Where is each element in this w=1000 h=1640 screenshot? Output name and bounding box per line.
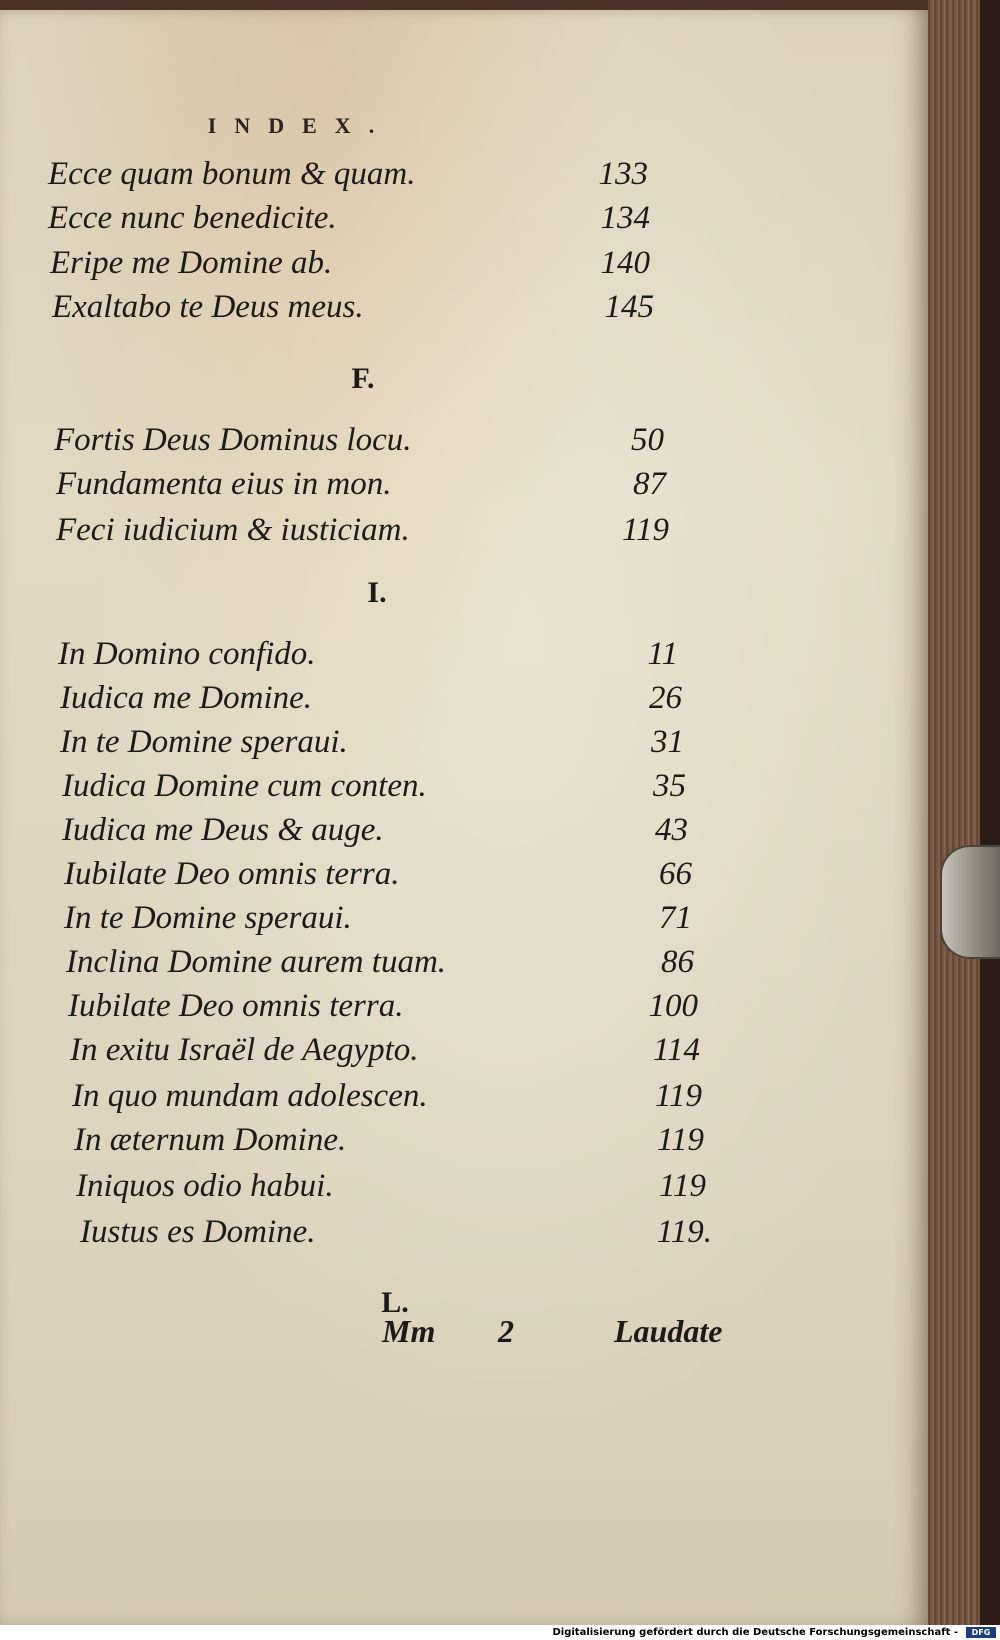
entry-title: In te Domine speraui. (60, 724, 348, 760)
entry-title: In Domino confido. (58, 636, 316, 672)
entry-title: Eripe me Domine ab. (50, 245, 333, 281)
entry-title: In te Domine speraui. (64, 900, 352, 936)
index-entry (72, 1074, 732, 1118)
entry-page: 133 (598, 156, 648, 192)
index-entry (80, 1210, 740, 1254)
entry-title: Iudica Domine cum conten. (62, 768, 427, 804)
index-entry (56, 508, 706, 552)
signature-mark: Mm (382, 1313, 436, 1349)
entry-page: 66 (659, 856, 692, 892)
entry-page: 119 (621, 512, 669, 548)
page-header: INDEX. (207, 113, 393, 138)
section-letter-f: F. (351, 362, 375, 395)
entry-page: 119 (656, 1122, 704, 1158)
entry-title: Fortis Deus Dominus locu. (54, 422, 412, 458)
entry-title: Exaltabo te Deus meus. (52, 289, 364, 325)
entry-page: 100 (648, 988, 698, 1024)
entry-title: Inclina Domine aurem tuam. (66, 944, 447, 980)
entry-title: In exitu Israël de Aegypto. (70, 1032, 419, 1068)
index-entry (60, 676, 720, 720)
entry-title: Iudica me Deus & auge. (62, 812, 384, 848)
entry-page: 31 (651, 724, 684, 760)
entry-page: 134 (600, 200, 650, 236)
index-entry (54, 418, 704, 462)
entry-title: In quo mundam adolescen. (72, 1078, 428, 1114)
credit-bar (0, 1625, 1000, 1640)
entry-page: 87 (633, 466, 666, 502)
book-clasp (940, 845, 1000, 959)
entry-title: Feci iudicium & iusticiam. (56, 512, 410, 548)
entry-page: 119. (656, 1214, 712, 1250)
entry-title: Iubilate Deo omnis terra. (64, 856, 400, 892)
entry-page: 35 (653, 768, 686, 804)
entry-title: Iudica me Domine. (60, 680, 313, 716)
index-entry (52, 285, 692, 329)
entry-page: 86 (661, 944, 694, 980)
index-entry (48, 152, 688, 196)
credit-text: Digitalisierung gefördert durch die Deutsche Forschungsgemeinschaft - (552, 1627, 958, 1638)
book-fore-edge (925, 0, 1000, 1625)
index-entry (64, 896, 724, 940)
entry-title: In æternum Domine. (74, 1122, 347, 1158)
dfg-logo: DFG (966, 1627, 996, 1638)
index-entry (62, 764, 722, 808)
entry-page: 43 (655, 812, 688, 848)
entry-page: 50 (631, 422, 664, 458)
entry-title: Fundamenta eius in mon. (56, 466, 392, 502)
index-entry (58, 632, 718, 676)
index-entry (76, 1164, 736, 1208)
entry-page: 140 (600, 245, 650, 281)
index-entry (56, 462, 706, 506)
entry-page: 119 (658, 1168, 706, 1204)
entry-title: Iustus es Domine. (80, 1214, 316, 1250)
index-entry (70, 1028, 730, 1072)
index-entry (60, 720, 720, 764)
entry-page: 114 (652, 1032, 700, 1068)
index-entry (62, 808, 722, 852)
index-entry (66, 940, 726, 984)
entry-title: Iniquos odio habui. (76, 1168, 334, 1204)
entry-title: Iubilate Deo omnis terra. (68, 988, 404, 1024)
index-entry (68, 984, 728, 1028)
index-entry (50, 241, 690, 285)
entry-page: 11 (647, 636, 678, 672)
index-entry (48, 196, 688, 240)
catchword: Laudate (614, 1313, 723, 1349)
section-letter-i: I. (367, 576, 387, 609)
entry-page: 71 (659, 900, 692, 936)
entry-title: Ecce quam bonum & quam. (48, 156, 416, 192)
section-letter-l: L. (381, 1286, 409, 1319)
entry-page: 26 (649, 680, 682, 716)
index-entry (64, 852, 724, 896)
entry-page: 119 (654, 1078, 702, 1114)
index-entry (74, 1118, 734, 1162)
entry-page: 145 (604, 289, 654, 325)
entry-title: Ecce nunc benedicite. (48, 200, 337, 236)
signature-number: 2 (498, 1313, 514, 1349)
